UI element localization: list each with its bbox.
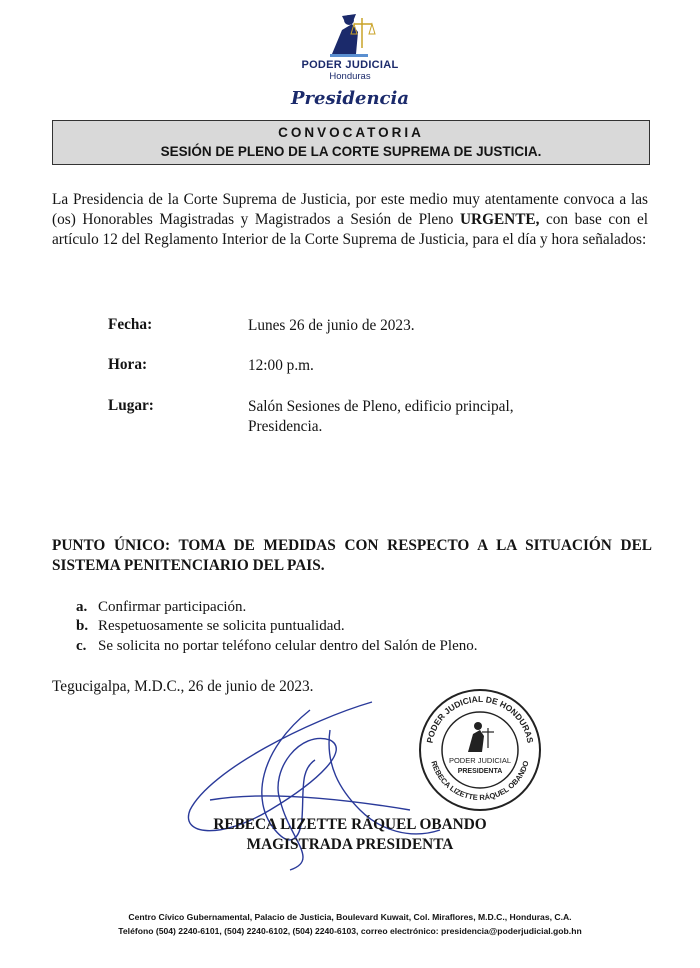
list-marker: b. [76,618,89,634]
intro-start: La Presidencia de la Corte Suprema de Justicia, por este medio muy atentamente convoca a las (os) Honorables Magistradas y Magistrados a Sesión de Pleno [52,191,648,228]
fecha-label: Fecha: [108,316,153,333]
list-item-text: Confirmar participación. [98,599,247,615]
lugar-value: Salón Sesiones de Pleno, edificio principal, Presidencia. [248,398,514,435]
footer-address: Centro Cívico Gubernamental, Palacio de Justicia, Boulevard Kuwait, Col. Miraflores, M.D.C., Honduras, C.A. [128,912,572,922]
institution-country: Honduras [329,71,371,82]
seal-inner-line2: PRESIDENTA [457,768,503,775]
seal-lower-text: REBECA LIZETTE RÁQUEL OBANDO [429,759,531,803]
list-marker: a. [76,599,88,615]
seal-outer-text: PODER JUDICIAL DE HONDURAS [424,693,536,744]
intro-urgent: URGENTE, [459,211,540,228]
list-marker: c. [76,638,87,654]
fecha-value: Lunes 26 de junio de 2023. [248,317,415,334]
signer-title: MAGISTRADA PRESIDENTA [246,836,454,853]
institution-name: PODER JUDICIAL [301,59,399,71]
signer-name: REBECA LIZETTE RÁQUEL OBANDO [213,816,487,833]
list-item [76,637,477,656]
justice-logo-icon [322,10,378,60]
list-item-text: Respetuosamente se solicita puntualidad. [98,618,345,634]
document-title: CONVOCATORIA [278,125,424,140]
title-band [52,120,650,165]
footer-contact: Teléfono (504) 2240-6101, (504) 2240-6102, (504) 2240-6103, correo electrónico: presidencia@poderjudicial.gob.hn [118,926,582,936]
lugar-label: Lugar: [108,397,154,414]
agenda-item: PUNTO ÚNICO: TOMA DE MEDIDAS CON RESPECTO A LA SITUACIÓN DEL SISTEMA PENITENCIARIO DEL PAIS. [52,537,652,574]
document-subtitle: SESIÓN DE PLENO DE LA CORTE SUPREMA DE JUSTICIA. [160,144,542,159]
list-item [76,598,246,617]
seal-inner-line1: PODER JUDICIAL [448,756,512,765]
list-item-text: Se solicita no portar teléfono celular dentro del Salón de Pleno. [98,638,478,654]
place-date: Tegucigalpa, M.D.C., 26 de junio de 2023. [52,678,314,695]
intro-paragraph [52,190,648,250]
hora-label: Hora: [108,356,148,373]
hora-value: 12:00 p.m. [248,357,314,374]
list-item [76,617,345,636]
office-name: Presidencia [290,88,410,109]
intro-end: con base con el artículo 12 del Reglamento Interior de la Corte Suprema de Justicia, para el día y hora señalados: [52,211,648,248]
